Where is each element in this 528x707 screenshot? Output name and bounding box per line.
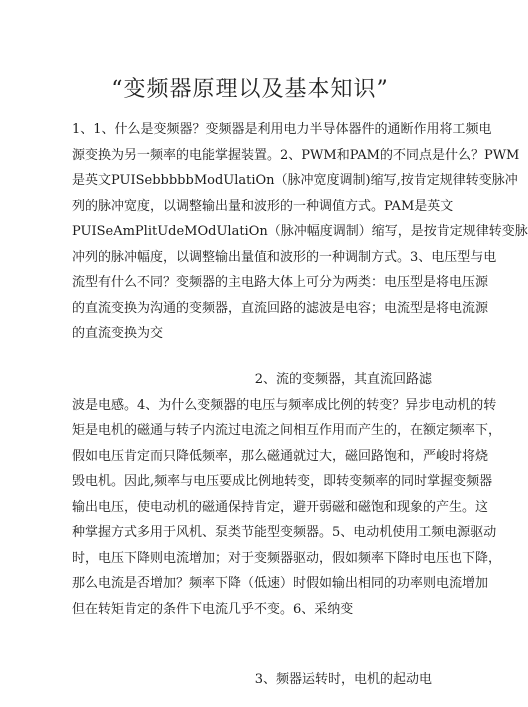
text-line: 是英文PUISebbbbbModUlatiOn（脉冲宽度调制)缩写,按肯定规律转变脉冲 [72,173,518,188]
text-line: 那么电流是否增加？频率下降（低速）时假如输出相同的功率则电流增加 [72,576,489,591]
text-line: 波是电感。4、为什么变频器的电压与频率成比例的转变？异步电动机的转 [72,397,497,413]
text-line: 冲列的脉冲幅度，以调整输出量值和波形的一种调制方式。3、电压型与电 [72,249,497,265]
paragraph-3 [72,667,432,693]
text-line: PUISeAmPlitUdeMOdUlatiOn（脉冲幅度调制）缩写，是按肯定规律转变脉 [72,224,528,239]
text-line: 3、频器运转时，电机的起动电 [254,672,432,687]
text-line: 的直流变换为沟通的变频器，直流回路的滤波是电容；电流型是将电流源 [72,300,489,316]
paragraph-2 [72,367,502,622]
text-line: 种掌握方式多用于风机、泵类节能型变频器。5、电动机使用工频电源驱动 [72,525,497,540]
text-line: 但在转矩肯定的条件下电流几乎不变。6、采纳变 [72,601,354,617]
text-line: 1、1、什么是变频器？变频器是利用电力半导体器件的通断作用将工频电 [72,122,492,137]
text-line: 流型有什么不同？变频器的主电路大体上可分为两类：电压型是将电压源 [72,275,489,290]
text-line: 时，电压下降则电流增加；对于变频器驱动，假如频率下降时电压也下降， [72,550,502,566]
document-title: “变频器原理以及基本知识” [111,77,389,102]
text-line: 的直流变换为交 [72,326,164,341]
text-line: 源变换为另一频率的电能掌握装置。2、PWM和PAM的不同点是什么？PWM [72,147,520,163]
text-line: 输出电压，使电动机的磁通保持肯定，避开弱磁和磁饱和现象的产生。这 [72,499,489,515]
text-line: 毁电机。因此,频率与电压要成比例地转变，即转变频率的同时掌握变频器 [72,474,493,489]
text-line: 列的脉冲宽度，以调整输出量和波形的一种调值方式。PAM是英文 [72,198,454,214]
text-line: 假如电压肯定而只降低频率，那么磁通就过大，磁回路饱和，严峻时将烧 [72,448,489,464]
paragraph-1 [72,117,528,347]
text-line: 矩是电机的磁通与转子内流过电流之间相互作用而产生的，在额定频率下， [72,423,502,438]
text-line: 2、流的变频器，其直流回路滤 [254,372,432,387]
